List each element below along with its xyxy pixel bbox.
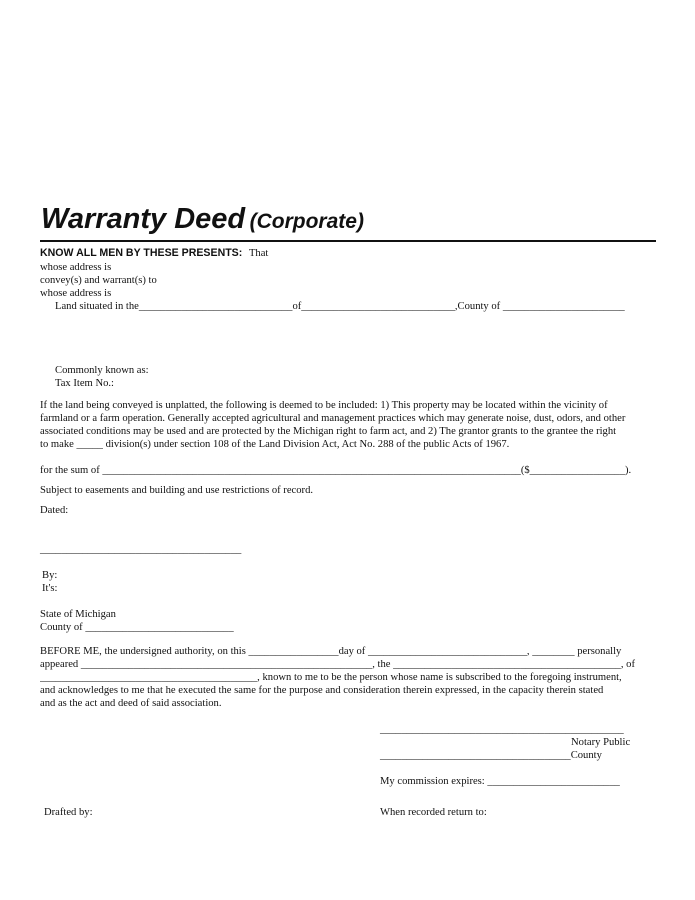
its-label: It's: xyxy=(42,583,58,594)
title-sub: (Corporate) xyxy=(249,210,364,233)
land-situated-line: Land situated in the_____________________________of_____________________________,County of _______________________ xyxy=(55,301,625,312)
subject-to-text: Subject to easements and building and use restrictions of record. xyxy=(40,485,314,496)
notary-public-label: Notary Public xyxy=(571,737,631,748)
return-to-label: When recorded return to: xyxy=(380,807,487,818)
that-text: That xyxy=(248,248,269,259)
know-all-line xyxy=(40,247,268,260)
paragraph-line: If the land being conveyed is unplatted, the following is deemed to be included: 1) This property may be located within the vicinity of xyxy=(40,400,608,411)
notary-signature-line: ______________________________________________ xyxy=(380,724,624,735)
paragraph-line: to make _____ division(s) under section 108 of the Land Division Act, Act No. 288 of the public Acts of 1967. xyxy=(40,439,510,451)
grantee-address-label: whose address is xyxy=(40,288,112,299)
title-rule xyxy=(40,240,656,242)
unplatted-paragraph xyxy=(40,399,640,451)
paragraph-line: appeared _______________________________________________________, the ___________________________________________, of xyxy=(40,659,635,671)
convey-label: convey(s) and warrant(s) to xyxy=(40,275,157,286)
paragraph-line: and as the act and deed of said association. xyxy=(40,698,222,710)
signature-line: ______________________________________ xyxy=(40,544,242,555)
paragraph-line: and acknowledges to me that he executed the same for the purpose and consideration therein expressed, in the capacity therein stated xyxy=(40,685,604,697)
paragraph-line: BEFORE ME, the undersigned authority, on this _________________day of ______________________________, ________ personally xyxy=(40,646,622,657)
tax-item-label: Tax Item No.: xyxy=(55,378,114,389)
state-label: State of Michigan xyxy=(40,609,116,620)
drafted-by-label: Drafted by: xyxy=(44,807,93,818)
title-main: Warranty Deed xyxy=(41,203,246,235)
by-label: By: xyxy=(42,570,58,581)
sum-line: for the sum of _______________________________________________________________________________($__________________). xyxy=(40,465,632,476)
dated-label: Dated: xyxy=(40,505,69,516)
paragraph-line: associated conditions may be used and are protected by the Michigan right to farm act, and 2) The grantor grants to the grantee the right xyxy=(40,426,617,438)
know-all-heading: KNOW ALL MEN BY THESE PRESENTS: xyxy=(40,247,243,259)
notary-county-line: ____________________________________County xyxy=(380,750,602,761)
paragraph-line: farmland or a farm operation. Generally accepted agricultural and management practices which may generate noise, dust, odors, and other xyxy=(40,413,626,425)
acknowledgment-paragraph xyxy=(40,645,640,710)
commission-expires-line: My commission expires: _________________________ xyxy=(380,776,620,787)
document-title xyxy=(41,203,364,236)
paragraph-line: _________________________________________, known to me to be the person whose name is subscribed to the foregoing instrument, xyxy=(40,672,622,684)
county-line: County of ____________________________ xyxy=(40,622,234,633)
commonly-known-label: Commonly known as: xyxy=(55,365,149,376)
grantor-address-label: whose address is xyxy=(40,262,112,273)
